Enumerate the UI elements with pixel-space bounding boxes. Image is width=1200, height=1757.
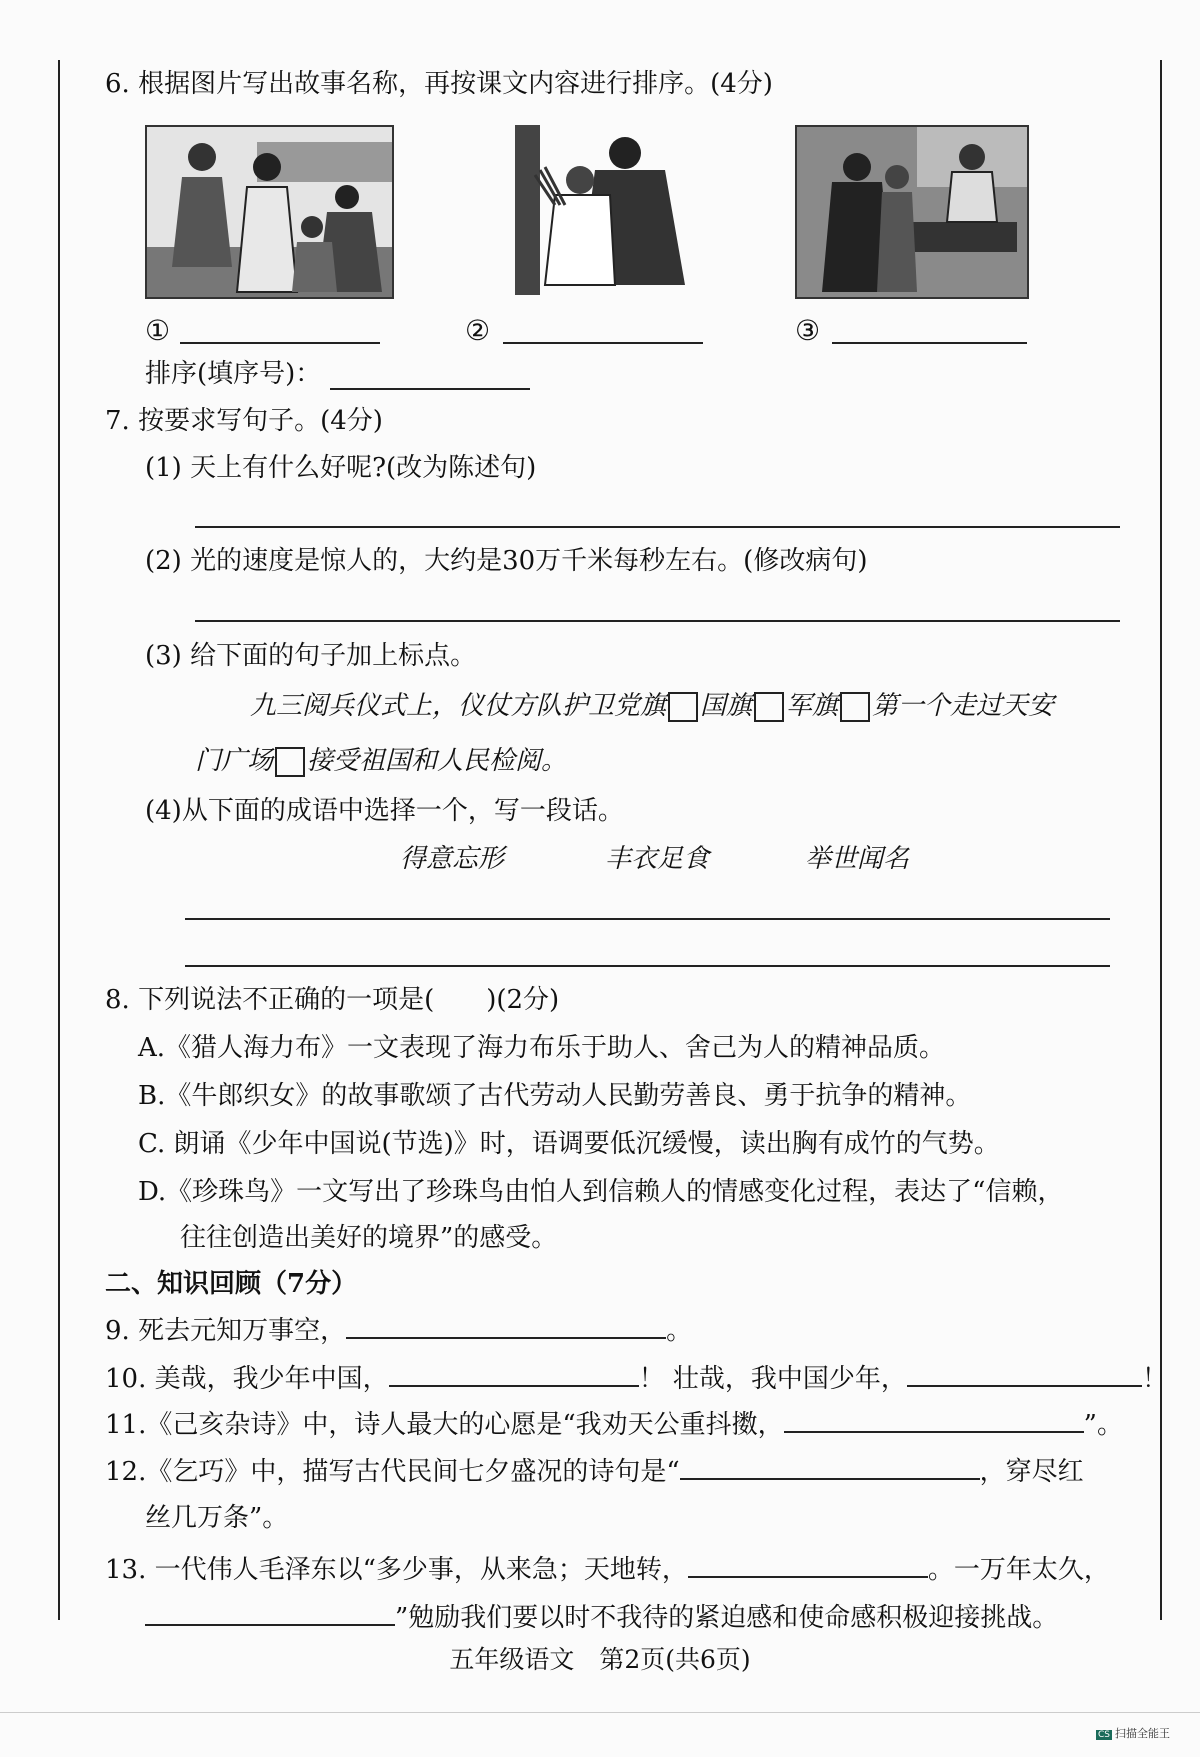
picture-2-answer-line[interactable] — [503, 342, 703, 344]
q7-part-3: (3) 给下面的句子加上标点。 — [145, 641, 477, 671]
question-8-stem: 8. 下列说法不正确的一项是( )(2分) — [105, 985, 560, 1015]
punctuation-box-3[interactable] — [840, 692, 870, 722]
sentence-segment: 九三阅兵仪式上，仪仗方队护卫党旗 — [250, 691, 667, 721]
sentence-segment: 军旗 — [786, 691, 839, 721]
idiom-3: 举世闻名 — [805, 844, 910, 874]
bottom-divider — [0, 1712, 1200, 1713]
q7-part-2: (2) 光的速度是惊人的，大约是30万千米每秒左右。(修改病句) — [145, 546, 868, 576]
q11-blank[interactable] — [784, 1407, 1084, 1433]
page-footer: 五年级语文 第2页(共6页) — [449, 1645, 751, 1674]
q13-text: 13. 一代伟人毛泽东以“多少事，从来急；天地转， — [105, 1555, 688, 1585]
label-1: ① — [145, 314, 171, 347]
question-13-continued — [145, 1600, 1058, 1634]
question-13 — [105, 1552, 1110, 1586]
q10-blank-1[interactable] — [389, 1361, 639, 1387]
scanner-logo — [1096, 1725, 1170, 1741]
punctuation-sentence-line-2 — [195, 745, 567, 777]
order-answer-line[interactable] — [330, 388, 530, 390]
question-6-stem: 6. 根据图片写出故事名称，再按课文内容进行排序。(4分) — [105, 69, 773, 99]
q9-blank[interactable] — [346, 1313, 666, 1339]
sentence-segment: 接受祖国和人民检阅。 — [307, 746, 568, 776]
q12-blank[interactable] — [680, 1454, 980, 1480]
picture-1-answer-line[interactable] — [180, 342, 380, 344]
q9-end: 。 — [666, 1316, 693, 1346]
question-12 — [105, 1454, 1084, 1488]
option-d-continued: 往往创造出美好的境界”的感受。 — [180, 1223, 558, 1253]
q12-text: 12.《乞巧》中，描写古代民间七夕盛况的诗句是“ — [105, 1457, 680, 1487]
picture-1-label — [145, 315, 170, 347]
q7-part-4: (4)从下面的成语中选择一个，写一段话。 — [145, 796, 624, 826]
story-picture-2 — [515, 125, 695, 295]
idiom-2: 丰衣足食 — [605, 844, 710, 874]
q12-end: ，穿尽红 — [979, 1457, 1084, 1487]
q7-part-4-answer-line-2[interactable] — [185, 965, 1110, 967]
punctuation-box-1[interactable] — [668, 692, 698, 722]
q13-blank-1[interactable] — [688, 1552, 928, 1578]
page-border-left — [58, 60, 60, 1620]
question-10 — [105, 1361, 1168, 1395]
option-d: D.《珍珠鸟》一文写出了珍珠鸟由怕人到信赖人的情感变化过程，表达了“信赖， — [138, 1177, 1064, 1207]
question-9 — [105, 1313, 692, 1347]
section-2-title: 二、知识回顾（7分） — [105, 1269, 358, 1299]
picture-3-label — [795, 315, 820, 347]
punctuation-box-2[interactable] — [754, 692, 784, 722]
option-b: B.《牛郎织女》的故事歌颂了古代劳动人民勤劳善良、勇于抗争的精神。 — [138, 1081, 972, 1111]
q13-end: ”勉励我们要以时不我待的紧迫感和使命感积极迎接挑战。 — [395, 1603, 1059, 1633]
q10-mid: ！ 壮哉，我中国少年， — [638, 1364, 907, 1394]
q11-text: 11.《己亥杂诗》中，诗人最大的心愿是“我劝天公重抖擞， — [105, 1410, 784, 1440]
q13-blank-2[interactable] — [145, 1600, 395, 1626]
section-2-heading — [105, 1268, 357, 1300]
cs-icon: CS — [1098, 1730, 1110, 1740]
question-7-stem: 7. 按要求写句子。(4分) — [105, 406, 383, 436]
story-picture-3 — [795, 125, 1029, 299]
picture-3-answer-line[interactable] — [832, 342, 1027, 344]
picture-2-label — [465, 315, 490, 347]
story-picture-1 — [145, 125, 394, 299]
sentence-segment: 门广场 — [195, 746, 274, 776]
sentence-segment: 第一个走过天安 — [872, 691, 1055, 721]
q9-text: 9. 死去元知万事空， — [105, 1316, 347, 1346]
sentence-segment: 国旗 — [700, 691, 753, 721]
idiom-1: 得意忘形 — [400, 844, 505, 874]
q7-part-4-answer-line-1[interactable] — [185, 918, 1110, 920]
q7-part-1-answer-line[interactable] — [195, 526, 1120, 528]
q7-part-1: (1) 天上有什么好呢?(改为陈述句) — [145, 453, 537, 483]
option-c: C. 朗诵《少年中国说(节选)》时，语调要低沉缓慢，读出胸有成竹的气势。 — [138, 1129, 1000, 1159]
option-a: A.《猎人海力布》一文表现了海力布乐于助人、舍己为人的精神品质。 — [138, 1033, 946, 1063]
question-11 — [105, 1407, 1123, 1441]
q11-end: ”。 — [1083, 1410, 1123, 1440]
order-label: 排序(填序号)： — [145, 359, 322, 389]
logo-text: 扫描全能王 — [1115, 1727, 1170, 1740]
q10-end: ！ — [1141, 1364, 1168, 1394]
q10-text: 10. 美哉，我少年中国， — [105, 1364, 389, 1394]
label-3: ③ — [795, 314, 821, 347]
q10-blank-2[interactable] — [907, 1361, 1142, 1387]
question-12-continued: 丝几万条”。 — [145, 1503, 289, 1533]
punctuation-box-4[interactable] — [275, 747, 305, 777]
label-2: ② — [465, 314, 491, 347]
q13-mid: 。一万年太久， — [927, 1555, 1110, 1585]
q7-part-2-answer-line[interactable] — [195, 620, 1120, 622]
punctuation-sentence-line-1 — [250, 690, 1054, 722]
